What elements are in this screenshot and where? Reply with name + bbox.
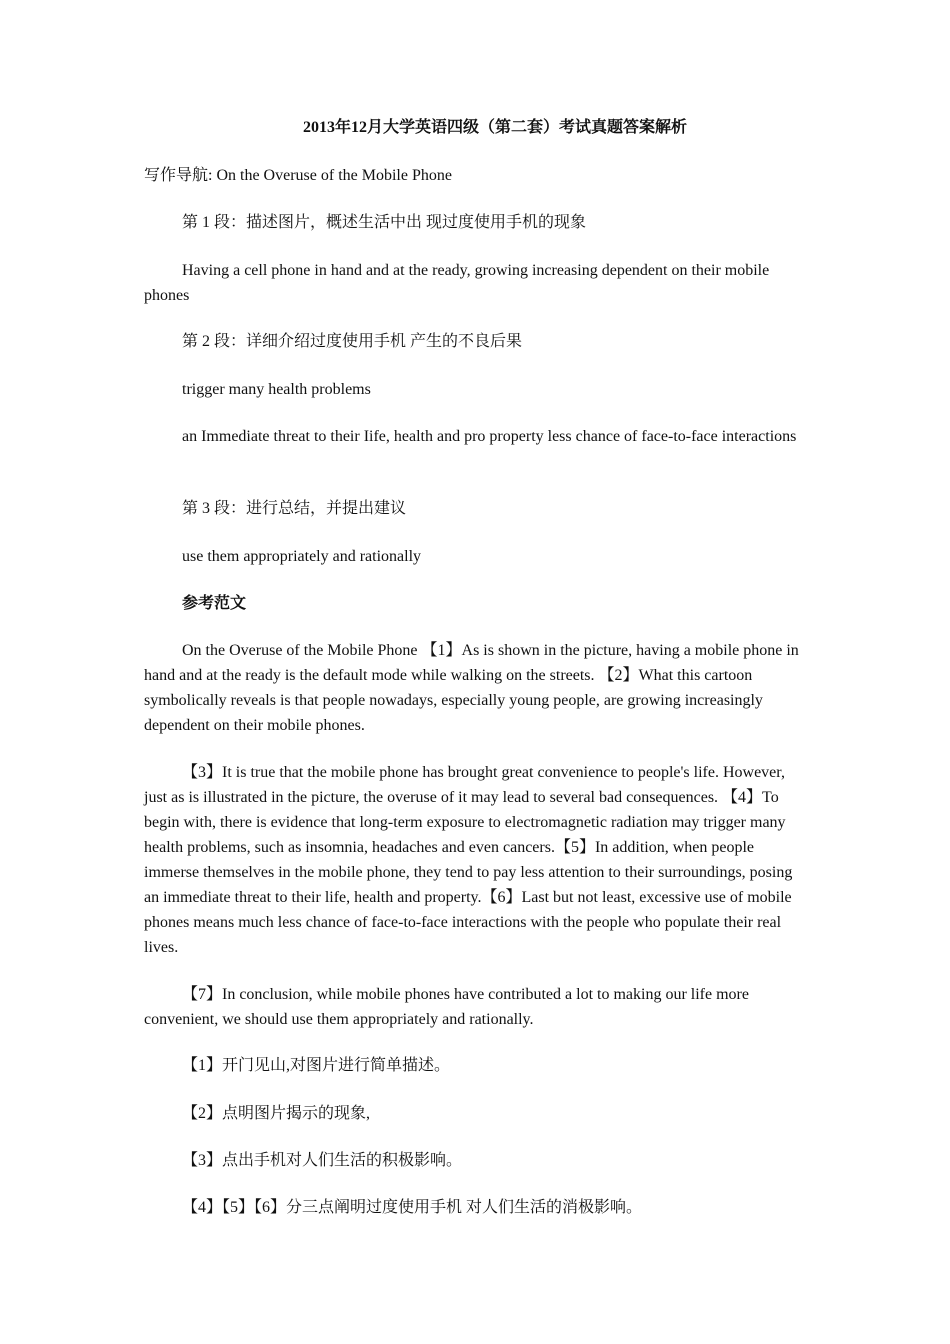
para2-point-2: an Immediate threat to their Iife, health and pro property less chance of face-to-face interactions [182,428,797,445]
para2-point-1: trigger many health problems [182,381,371,398]
para3-point: use them appropriately and rationally [182,548,422,565]
para1-point: Having a cell phone in hand and at the ready, growing increasing dependent on their mobile phones [144,262,770,304]
note-3: 【3】点出手机对人们生活的积极影响。 [182,1152,463,1169]
note-4: 【4】【5】【6】分三点阐明过度使用手机 对人们生活的消极影响。 [182,1199,643,1216]
note-2: 【2】点明图片揭示的现象, [182,1105,371,1122]
note-1: 【1】开门见山,对图片进行简单描述。 [182,1057,451,1074]
page-title: 2013年12月大学英语四级（第二套）考试真题答案解析 [302,119,687,136]
sample-paragraph-1: On the Overuse of the Mobile Phone 【1】As is shown in the picture, having a mobile phone in hand and at the ready is the default mode while walking on the streets. 【2】What this cartoon symbolically reveals is that people nowadays, especially young people, are growing increasingly dependent on their mobile phones. [144,642,799,734]
para2-heading: 第 2 段：详细介绍过度使用手机 产生的不良后果 [182,333,523,350]
sample-paragraph-2: 【3】It is true that the mobile phone has brought great convenience to people's life. However, just as is illustrated in the picture, the overuse of it may lead to several bad consequences. 【4】To begin with, there is evidence that long-term exposure to electromagnetic radiation may trigger many health problems, such as insomnia, headaches and even cancers.【5】In addition, when people immerse themselves in the mobile phone, they tend to pay less attention to their surroundings, posing an immediate threat to their life, health and property.【6】Last but not least, excessive use of mobile phones means much less chance of face-to-face interactions with the people who populate their real lives. [144,764,793,956]
writing-guide: 写作导航: On the Overuse of the Mobile Phone [144,167,452,184]
sample-paragraph-3: 【7】In conclusion, while mobile phones have contributed a lot to making our life more convenient, we should use them appropriately and rationally. [144,986,749,1028]
para3-heading: 第 3 段：进行总结，并提出建议 [182,500,407,517]
para1-heading: 第 1 段：描述图片，概述生活中出 现过度使用手机的现象 [182,214,587,231]
sample-essay-heading: 参考范文 [182,595,247,612]
